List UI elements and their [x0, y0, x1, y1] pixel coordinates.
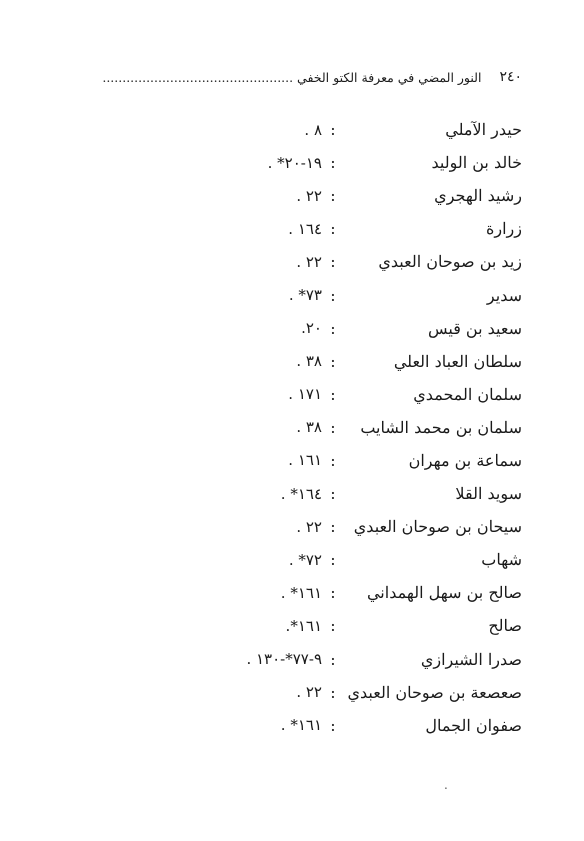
- footer-mark: .: [444, 778, 448, 792]
- entry-name: صعصعة بن صوحان العبدي: [347, 682, 522, 702]
- entry-separator: :: [330, 450, 336, 470]
- entry-separator: :: [330, 186, 336, 206]
- entry-pages: ٨ .: [304, 120, 322, 139]
- entry-pages: ٢٢ .: [296, 683, 322, 702]
- entry-name: صدرا الشيرازي: [420, 649, 522, 669]
- entry-name: صالح: [488, 616, 522, 636]
- index-entry: [60, 444, 522, 477]
- entry-name: سويد القلا: [455, 484, 522, 504]
- entry-pages: ١٦١* .: [280, 583, 322, 602]
- entry-pages: ٣٨ .: [296, 418, 322, 437]
- entry-separator: :: [330, 384, 336, 404]
- entry-pages: ٢٢ .: [296, 517, 322, 536]
- index-entry: [60, 312, 522, 345]
- entry-name: سدير: [486, 285, 522, 305]
- entry-name: صفوان الجمال: [425, 715, 522, 735]
- running-title: النور المضي في معرفة الكتو الخفي ................................................: [102, 69, 482, 85]
- index-entry: [60, 576, 522, 609]
- entry-name: سلطان العباد العلي: [393, 351, 522, 371]
- index-entry: [60, 113, 522, 146]
- index-entry: [60, 245, 522, 278]
- index-entry: [60, 345, 522, 378]
- index-entry: [60, 709, 522, 742]
- entry-separator: :: [330, 484, 336, 504]
- index-entry: [60, 411, 522, 444]
- entry-separator: :: [330, 616, 336, 636]
- entry-pages: ٧٣* .: [288, 286, 322, 305]
- index-entry: [60, 278, 522, 311]
- entry-separator: :: [330, 682, 336, 702]
- entry-pages: ٢٠.: [301, 319, 322, 338]
- entry-name: صالح بن سهل الهمداني: [366, 583, 522, 603]
- entry-name: شهاب: [481, 550, 522, 570]
- entry-separator: :: [330, 715, 336, 735]
- entry-separator: :: [330, 153, 336, 173]
- entry-separator: :: [330, 550, 336, 570]
- entry-pages: ١٦١* .: [280, 716, 322, 735]
- index-entry: [60, 477, 522, 510]
- index-entry: [60, 543, 522, 576]
- entry-pages: ١٦٤ .: [288, 219, 322, 238]
- entry-separator: :: [330, 252, 336, 272]
- entry-name: زرارة: [485, 219, 522, 239]
- index-entry: [60, 609, 522, 642]
- entry-name: سلمان المحمدي: [413, 384, 522, 404]
- index-entry: [60, 510, 522, 543]
- index-entry: [60, 179, 522, 212]
- entry-name: حيدر الآملي: [445, 120, 522, 140]
- entry-pages: ٩-٧٧*-١٣٠ .: [246, 650, 322, 669]
- running-header: [60, 66, 522, 88]
- entry-separator: :: [330, 285, 336, 305]
- index-entry: [60, 676, 522, 709]
- entry-pages: ١٧١ .: [288, 385, 322, 404]
- entry-pages: ١٦١ .: [288, 451, 322, 470]
- entry-name: زيد بن صوحان العبدي: [378, 252, 522, 272]
- entry-name: سلمان بن محمد الشايب: [360, 417, 522, 437]
- entry-separator: :: [330, 219, 336, 239]
- page-number: ٢٤٠: [499, 69, 522, 85]
- entry-separator: :: [330, 583, 336, 603]
- entry-name: سماعة بن مهران: [408, 450, 522, 470]
- entry-separator: :: [330, 120, 336, 140]
- index-entry: [60, 146, 522, 179]
- entry-separator: :: [330, 649, 336, 669]
- entry-pages: ٢٢ .: [296, 186, 322, 205]
- entry-name: خالد بن الوليد: [431, 153, 522, 173]
- index-entry: [60, 378, 522, 411]
- entry-name: رشيد الهجري: [434, 186, 522, 206]
- entry-pages: ١٦٤* .: [280, 484, 322, 503]
- entry-pages: ٣٨ .: [296, 352, 322, 371]
- entry-pages: ١٩-٢٠* .: [267, 153, 322, 172]
- entry-name: سعيد بن قيس: [427, 318, 522, 338]
- entry-separator: :: [330, 351, 336, 371]
- entry-name: سيحان بن صوحان العبدي: [353, 517, 522, 537]
- index-entry: [60, 643, 522, 676]
- entry-separator: :: [330, 318, 336, 338]
- entry-separator: :: [330, 517, 336, 537]
- entry-pages: ٢٢ .: [296, 252, 322, 271]
- entry-pages: ١٦١*.: [285, 616, 322, 635]
- entry-pages: ٧٢* .: [288, 550, 322, 569]
- name-index-list: [60, 113, 522, 742]
- entry-separator: :: [330, 417, 336, 437]
- index-entry: [60, 212, 522, 245]
